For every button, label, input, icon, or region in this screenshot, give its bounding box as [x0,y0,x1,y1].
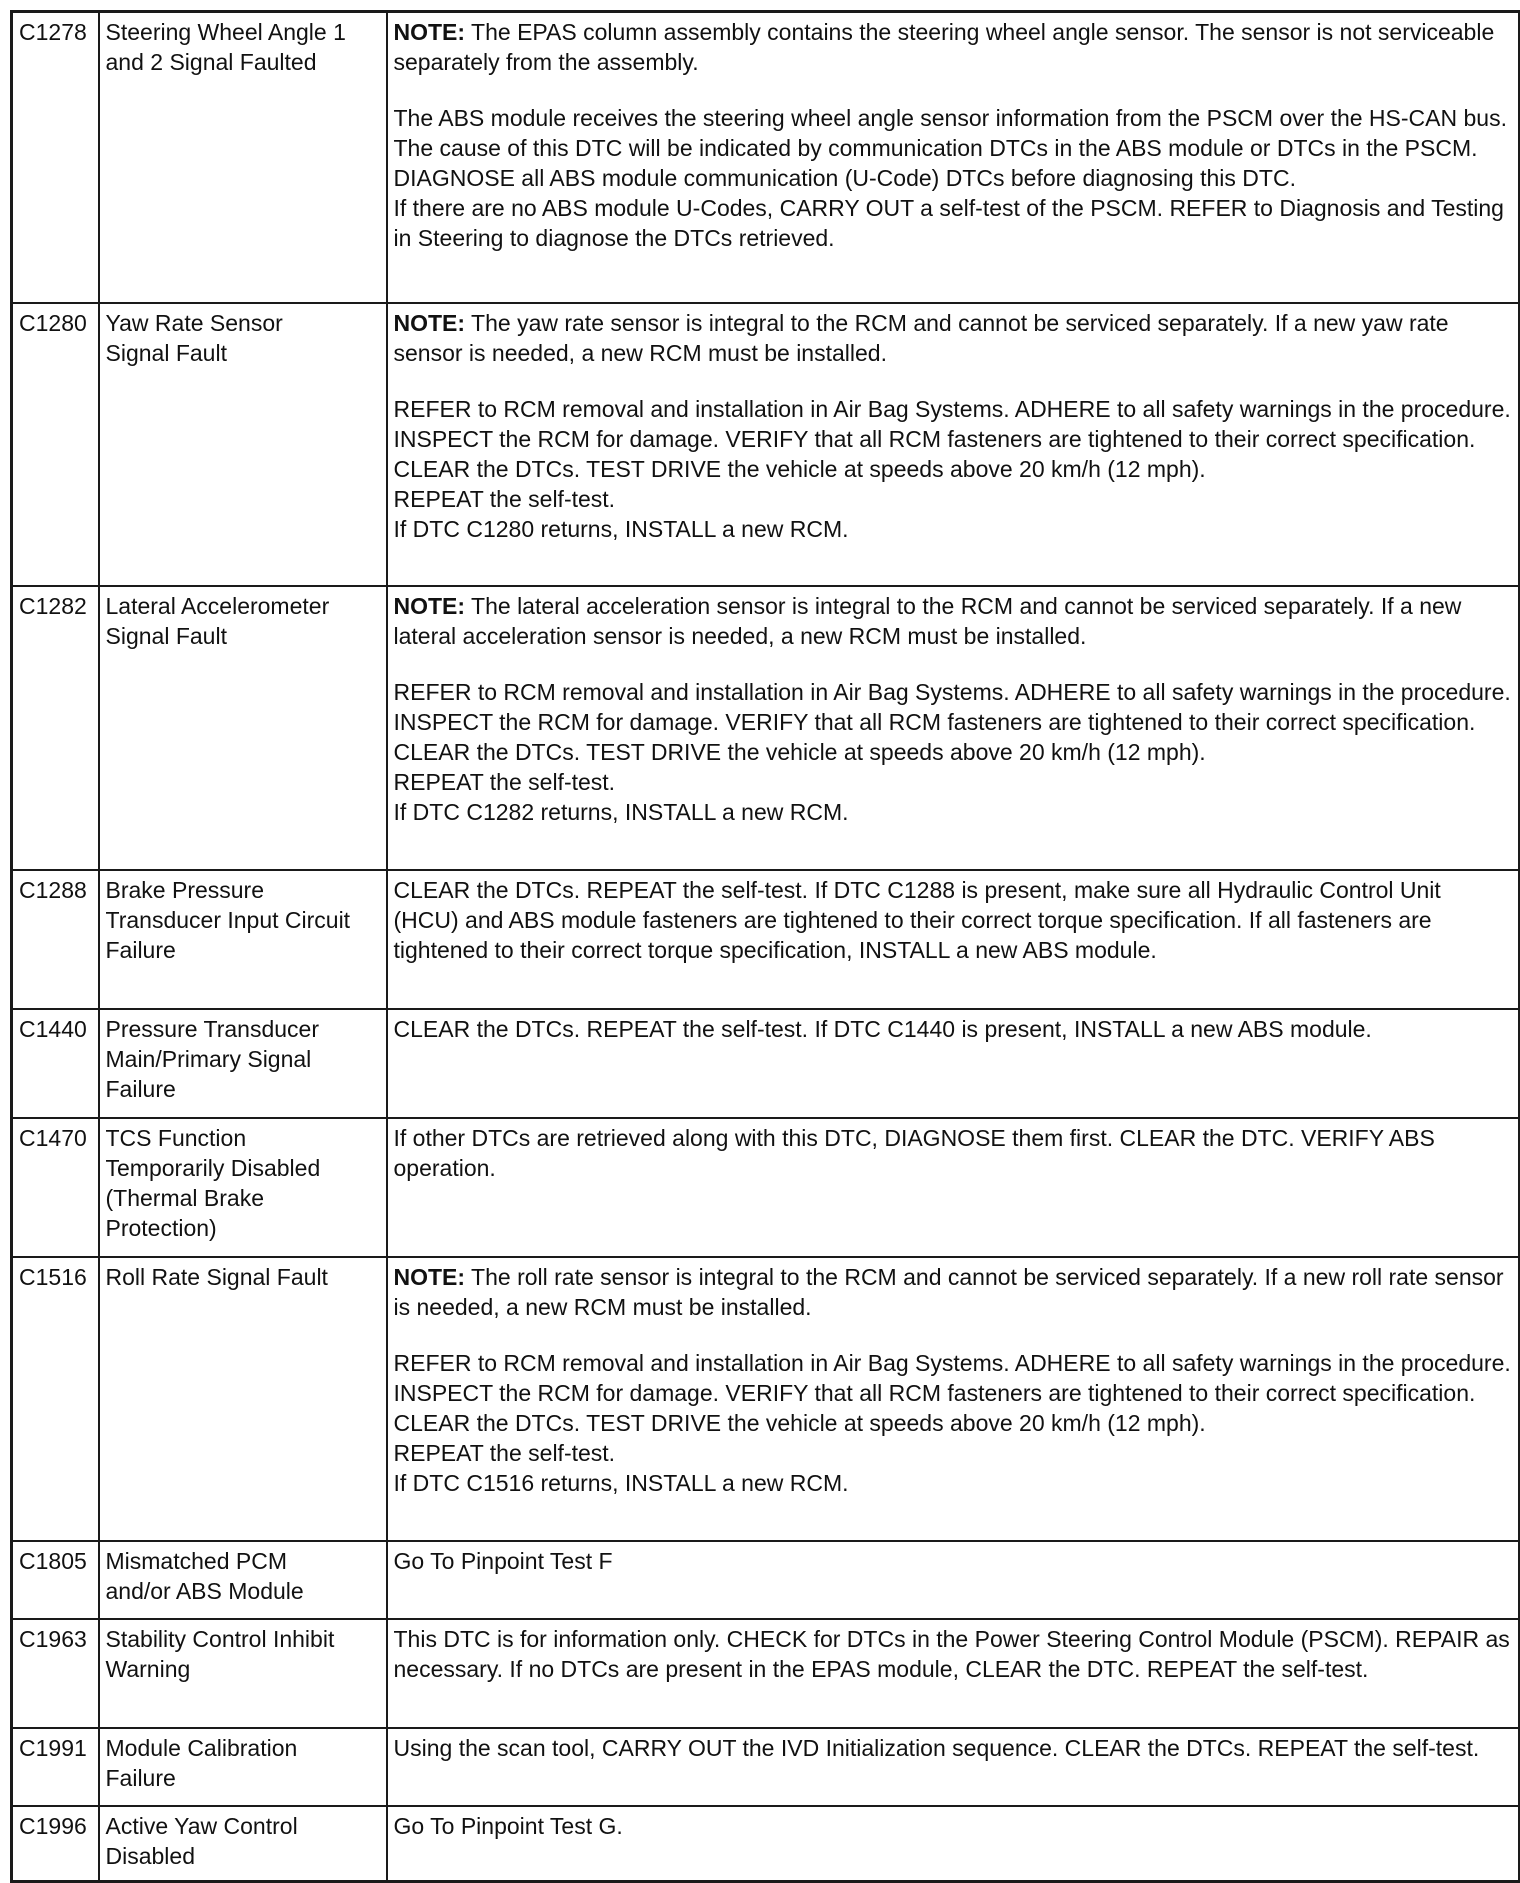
dtc-row [12,1009,1520,1118]
note-label: NOTE: [393,1263,466,1290]
dtc-table [10,10,1520,1883]
dtc-note [394,308,1513,368]
dtc-row [12,1728,1520,1806]
dtc-note-text: The EPAS column assembly contains the steering wheel angle sensor. The sensor is not serviceable separately from the assembly. [393,19,1495,75]
dtc-code: C1470 [12,1118,99,1257]
dtc-row [12,870,1520,1009]
dtc-action-cell [387,303,1520,586]
dtc-action-cell [387,870,1520,1009]
dtc-action-text: REFER to RCM removal and installation in Air Bag Systems. ADHERE to all safety warnings in the procedure. INSPECT the RCM for damage. VERIFY that all RCM fasteners are tightened to their correct specification. CLEAR the DTCs. TEST DRIVE the vehicle at speeds above 20 km/h (12 mph). REPEAT the self-test. If DTC C1280 returns, INSTALL a new RCM. [393,395,1511,542]
dtc-description: Pressure Transducer Main/Primary Signal Failure [99,1009,387,1118]
dtc-code: C1963 [12,1619,99,1728]
dtc-action-cell [387,1009,1520,1118]
dtc-action-cell [387,1806,1520,1882]
dtc-note-text: The yaw rate sensor is integral to the RCM and cannot be serviced separately. If a new yaw rate sensor is needed, a new RCM must be installed. [393,309,1449,366]
dtc-description: Lateral Accelerometer Signal Fault [99,586,387,870]
dtc-note [394,17,1513,77]
dtc-action-text: REFER to RCM removal and installation in Air Bag Systems. ADHERE to all safety warnings in the procedure. INSPECT the RCM for damage. VERIFY that all RCM fasteners are tightened to their correct specification. CLEAR the DTCs. TEST DRIVE the vehicle at speeds above 20 km/h (12 mph). REPEAT the self-test. If DTC C1282 returns, INSTALL a new RCM. [393,678,1511,825]
dtc-code: C1278 [12,12,99,303]
dtc-description: Brake Pressure Transducer Input Circuit Failure [99,870,387,1009]
dtc-action-text: CLEAR the DTCs. REPEAT the self-test. If DTC C1440 is present, INSTALL a new ABS module. [393,1015,1372,1042]
dtc-action-text: Using the scan tool, CARRY OUT the IVD Initialization sequence. CLEAR the DTCs. REPEAT the self-test. [393,1734,1480,1761]
dtc-description: Active Yaw Control Disabled [99,1806,387,1882]
dtc-description: Mismatched PCM and/or ABS Module [99,1541,387,1619]
note-label: NOTE: [393,309,466,336]
dtc-code: C1996 [12,1806,99,1882]
dtc-description: Steering Wheel Angle 1 and 2 Signal Faulted [99,12,387,303]
dtc-note [394,591,1513,651]
note-label: NOTE: [393,19,466,45]
dtc-description: Yaw Rate Sensor Signal Fault [99,303,387,586]
dtc-action-text: Go To Pinpoint Test G. [393,1812,623,1839]
dtc-action-text: The ABS module receives the steering wheel angle sensor information from the PSCM over the HS-CAN bus. The cause of this DTC will be indicated by communication DTCs in the ABS module or DTCs in the PSCM. DIAGNOSE all ABS module communication (U-Code) DTCs before diagnosing this DTC. If there are no ABS module U-Codes, CARRY OUT a self-test of the PSCM. REFER to Diagnosis and Testing in Steering to diagnose the DTCs retrieved. [393,105,1507,251]
dtc-row [12,1619,1520,1728]
dtc-description: Stability Control Inhibit Warning [99,1619,387,1728]
dtc-code: C1991 [12,1728,99,1806]
dtc-action-cell [387,586,1520,870]
note-label: NOTE: [393,592,466,619]
dtc-description: Module Calibration Failure [99,1728,387,1806]
dtc-action-text: Go To Pinpoint Test F [393,1547,613,1574]
dtc-row [12,1257,1520,1541]
dtc-row [12,1806,1520,1882]
dtc-table-body [12,12,1520,1882]
dtc-action-text: This DTC is for information only. CHECK for DTCs in the Power Steering Control Module (PSCM). REPAIR as necessary. If no DTCs are present in the EPAS module, CLEAR the DTC. REPEAT the self-test. [393,1625,1510,1682]
dtc-action-cell [387,1257,1520,1541]
dtc-code: C1805 [12,1541,99,1619]
dtc-action-text: CLEAR the DTCs. REPEAT the self-test. If DTC C1288 is present, make sure all Hydraulic Control Unit (HCU) and ABS module fasteners are tightened to their correct torque specification. If all fasteners are tightened to their correct torque specification, INSTALL a new ABS module. [393,876,1441,963]
dtc-code: C1280 [12,303,99,586]
dtc-row [12,1118,1520,1257]
dtc-action-cell [387,1541,1520,1619]
dtc-row [12,303,1520,586]
dtc-action-text: REFER to RCM removal and installation in Air Bag Systems. ADHERE to all safety warnings in the procedure. INSPECT the RCM for damage. VERIFY that all RCM fasteners are tightened to their correct specification. CLEAR the DTCs. TEST DRIVE the vehicle at speeds above 20 km/h (12 mph). REPEAT the self-test. If DTC C1516 returns, INSTALL a new RCM. [393,1349,1511,1496]
dtc-row [12,586,1520,870]
dtc-action-cell [387,1728,1520,1806]
dtc-description: TCS Function Temporarily Disabled (Thermal Brake Protection) [99,1118,387,1257]
dtc-action-cell [387,1118,1520,1257]
dtc-row [12,12,1520,303]
dtc-code: C1516 [12,1257,99,1541]
dtc-action-cell [387,12,1520,303]
dtc-description: Roll Rate Signal Fault [99,1257,387,1541]
dtc-note-text: The lateral acceleration sensor is integral to the RCM and cannot be serviced separately. If a new lateral acceleration sensor is needed, a new RCM must be installed. [393,592,1462,649]
dtc-note [394,1262,1513,1322]
dtc-code: C1282 [12,586,99,870]
dtc-action-cell [387,1619,1520,1728]
dtc-note-text: The roll rate sensor is integral to the RCM and cannot be serviced separately. If a new roll rate sensor is needed, a new RCM must be installed. [393,1263,1504,1320]
dtc-code: C1288 [12,870,99,1009]
dtc-action-text: If other DTCs are retrieved along with this DTC, DIAGNOSE them first. CLEAR the DTC. VERIFY ABS operation. [393,1124,1435,1181]
dtc-row [12,1541,1520,1619]
dtc-code: C1440 [12,1009,99,1118]
